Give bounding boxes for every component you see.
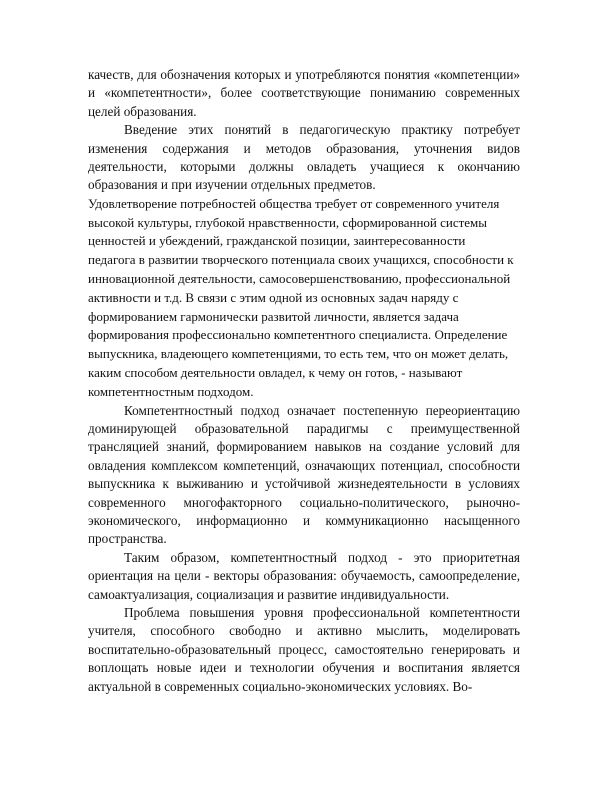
paragraph-priority-orientation: Таким образом, компетентностный подход - это приоритетная ориентация на цели - векторы образования: обучаемость, самоопределение, самоактуализация, социализация и развитие индивидуальности.: [88, 549, 520, 602]
paragraph-professional-problem: Проблема повышения уровня профессиональной компетентности учителя, способного свободно и активно мыслить, моделировать воспитательно-образовательный процесс, самостоятельно генерировать и воплощать новые идеи и технологии обучения и воспитания является актуальной в современных социально-экономических условиях. Во-: [88, 605, 520, 694]
paragraph-society-needs: Удовлетворение потребностей общества требует от современного учителя высокой культуры, глубокой нравственности, сформированной системы ценностей и убеждений, гражданской позиции, заинтересованности педагога в развитии творческого потенциала своих учащихся, способности к инновационной деятельности, самосовершенствованию, профессиональной активности и т.д. В связи с этим одной из основных задач наряду с формированием гармонически развитой личности, является задача формирования профессионально компетентного специалиста. Определение выпускника, владеющего компетенциями, то есть тем, что он может делать, каким способом деятельности овладел, к чему он готов, - называют компетентностным подходом.: [88, 195, 514, 399]
paragraph-introduction-concepts: Введение этих понятий в педагогическую практику потребует изменения содержания и методов образования, уточнения видов деятельности, которыми должны овладеть учащиеся к окончанию образования и при изучении отдельных предметов.: [88, 122, 520, 193]
paragraph-competence-terms: качеств, для обозначения которых и употребляются понятия «компетенции» и «компетентности», более соответствующие пониманию современных целей образования.: [88, 67, 520, 119]
paragraph-competence-approach: Компетентностный подход означает постепенную переориентацию доминирующей образовательной парадигмы с преимущественной трансляцией знаний, формированием навыков на создание условий для овладения комплексом компетенций, означающих потенциал, способности выпускника к выживанию и устойчивой жизнедеятельности в условиях современного многофакторного социально-политического, рыночно-экономического, информационно и коммуникационно насыщенного пространства.: [88, 402, 520, 547]
document-page: [88, 66, 520, 696]
